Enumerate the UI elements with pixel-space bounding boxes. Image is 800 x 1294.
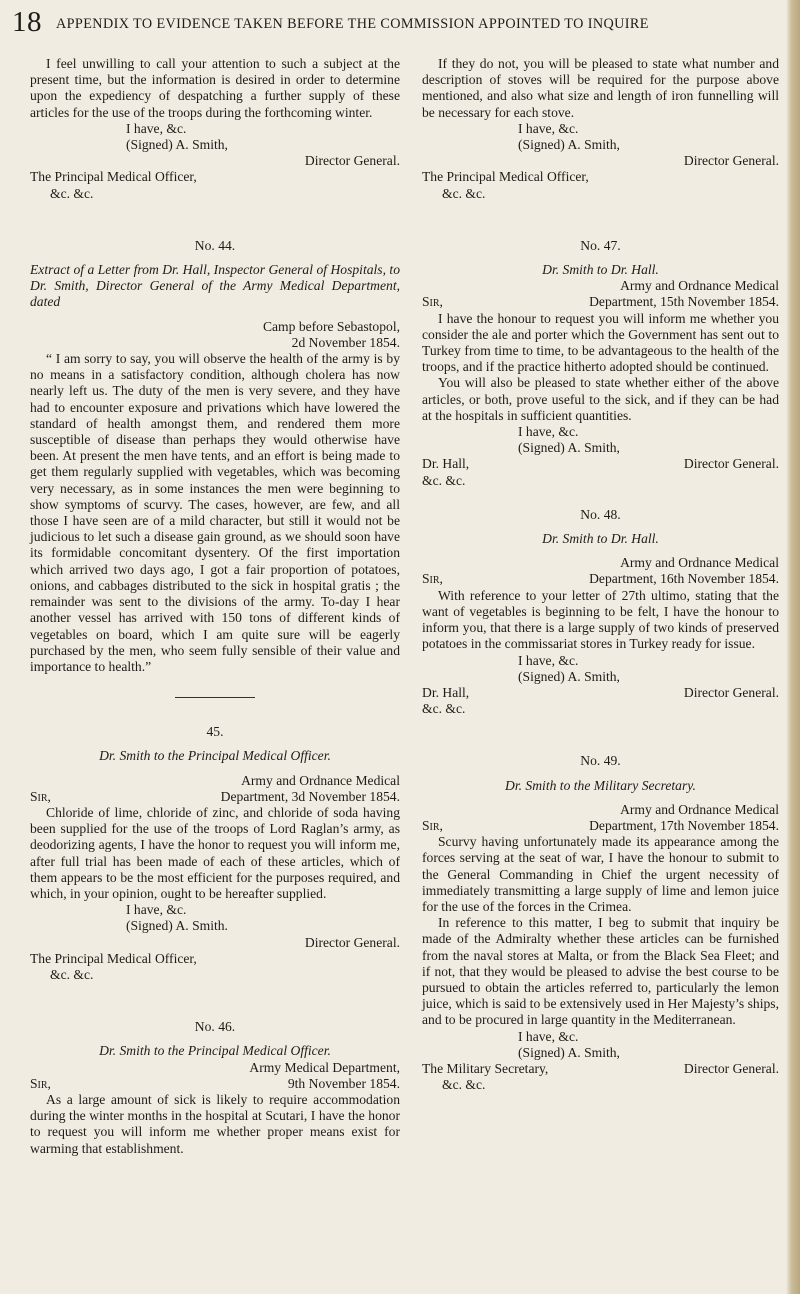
letter-heading: Dr. Smith to Dr. Hall. xyxy=(542,531,659,547)
signature-title: Director General. xyxy=(683,684,779,700)
letter-date: 9th November 1854. xyxy=(287,1075,400,1091)
running-title: APPENDIX TO EVIDENCE TAKEN BEFORE THE COMMISSION APPOINTED TO INQUIRE xyxy=(56,16,649,32)
signature-title: Director General. xyxy=(304,934,400,950)
letter-heading: Dr. Smith to the Principal Medical Officer. xyxy=(99,748,331,764)
right-column xyxy=(422,56,779,1093)
signature: (Signed) A. Smith. xyxy=(126,918,228,934)
addressee-row xyxy=(422,456,779,472)
letter-body: “ I am sorry to say, you will observe the health of the army is by no means in a satisfactory condition, although cholera has now nearly left us. The duty of the men is very severe, and they have had to encounter exposure and privations which have lowered the standard of health amongst them, and rendered them more susceptible of disease than perhaps they would otherwise have been. At present the men have tents, and an effort is being made to get them regularly supplied with vegetables, which was becoming very necessary, as in some instances the men were beginning to show symptoms of scurvy. The cases, however, are few, and all those I have seen are of a mild character, but still it would not be judicious to let such a disease gain ground, as we should soon have its formidable concomitant dysentery. Of the first importation which arrived two days ago, I got a fair proportion of potatoes, onions, and cabbages distributed to the sick in hospital gratis ; the remainder was sent to the divisions of the army. To-day I hear another vessel has arrived with 150 tons of different kinds of vegetables on board, which I am quite sure will be eagerly purchased by the men, who seem fully sensible of their value and importance to health.” xyxy=(30,351,400,674)
letter-heading: Extract of a Letter from Dr. Hall, Inspector General of Hospitals, to Dr. Smith, Director General of the Army Medical Department, dated xyxy=(30,262,400,310)
letter-body: You will also be pleased to state whether either of the above articles, or both, prove useful to the sick, and if they can be had at the hospitals in sufficient quantities. xyxy=(422,375,779,423)
closing: I have, &c. xyxy=(518,120,579,136)
signature: (Signed) A. Smith, xyxy=(518,1044,620,1060)
letter-body: Chloride of lime, chloride of zinc, and chloride of soda having been supplied for the use of the troops of Lord Raglan’s army, as deodorizing agents, I have the honor to request you will inform me, after full trial has been made of each of these articles, which of them appears to be the most efficient for the purposes required, and which, in your opinion, ought to be hereafter supplied. xyxy=(30,804,400,901)
letter-number: No. 44. xyxy=(194,237,236,253)
closing: I have, &c. xyxy=(126,902,187,918)
etc-line: &c. &c. xyxy=(50,185,94,201)
addressee-row xyxy=(422,1061,779,1077)
salutation: Sir, xyxy=(422,294,443,310)
department-date: Department, 17th November 1854. xyxy=(589,817,779,833)
letter-heading: Dr. Smith to the Military Secretary. xyxy=(505,777,696,793)
addressee: The Principal Medical Officer, xyxy=(30,169,197,185)
closing: I have, &c. xyxy=(518,652,579,668)
signature-title: Director General. xyxy=(683,1060,779,1076)
etc-line: &c. &c. xyxy=(442,1077,486,1093)
department-line: Army and Ordnance Medical xyxy=(620,801,779,817)
signature-title: Director General. xyxy=(683,456,779,472)
department-date: Department, 16th November 1854. xyxy=(589,571,779,587)
closing: I have, &c. xyxy=(518,424,579,440)
salutation-row xyxy=(30,789,400,805)
addressee: The Principal Medical Officer, xyxy=(422,169,589,185)
etc-line: &c. &c. xyxy=(422,472,466,488)
letter-body: With reference to your letter of 27th ultimo, stating that the want of vegetables is beginning to be felt, I have the honour to inform you, that there is a large supply of two kinds of preserved potatoes in the commissariat stores in Turkey ready for issue. xyxy=(422,587,779,652)
page-header xyxy=(12,6,787,40)
letter-date: 2d November 1854. xyxy=(291,334,400,350)
salutation-row xyxy=(422,818,779,834)
addressee: Dr. Hall, xyxy=(422,684,470,700)
section-divider xyxy=(175,697,255,698)
addressee: The Military Secretary, xyxy=(422,1060,549,1076)
department-date: Department, 15th November 1854. xyxy=(589,294,779,310)
etc-line: &c. &c. xyxy=(442,185,486,201)
closing: I have, &c. xyxy=(126,120,187,136)
salutation: Sir, xyxy=(30,1075,51,1091)
department-line: Army and Ordnance Medical xyxy=(241,772,400,788)
letter-number: No. 46. xyxy=(194,1019,236,1035)
addressee: The Principal Medical Officer, xyxy=(30,950,197,966)
department-line: Army and Ordnance Medical xyxy=(620,555,779,571)
letter-heading: Dr. Smith to Dr. Hall. xyxy=(542,262,659,278)
department-line: Army and Ordnance Medical xyxy=(620,278,779,294)
department-date: Department, 3d November 1854. xyxy=(220,788,400,804)
salutation: Sir, xyxy=(422,817,443,833)
salutation-row xyxy=(30,1076,400,1092)
signature: (Signed) A. Smith, xyxy=(518,440,620,456)
salutation-row xyxy=(422,294,779,310)
closing: I have, &c. xyxy=(518,1028,579,1044)
salutation-row xyxy=(422,571,779,587)
letter-number: No. 48. xyxy=(580,506,621,522)
continuation-body: If they do not, you will be pleased to state what number and description of stoves will be required for the purpose above mentioned, and also what size and length of iron funnelling will be necessary for each stove. xyxy=(422,56,779,120)
letter-number: No. 47. xyxy=(580,237,621,253)
letter-body: Scurvy having unfortunately made its appearance among the forces serving at the seat of war, I have the honour to submit to the General Commanding in Chief the urgent necessity of immediately transmitting a large supply of lime and lemon juice for the use of the forces in the Crimea. xyxy=(422,834,779,914)
letter-place: Camp before Sebastopol, xyxy=(262,318,400,334)
letter-number: No. 49. xyxy=(580,753,621,769)
letter-body: I have the honour to request you will inform me whether you consider the ale and porter which the Government has sent out to Turkey from time to time, to be advantageous to the health of the troops, and if the practice hitherto adopted should be continued. xyxy=(422,310,779,375)
addressee: Dr. Hall, xyxy=(422,456,470,472)
signature: (Signed) A. Smith, xyxy=(518,137,620,153)
letter-number: 45. xyxy=(206,724,224,740)
salutation: Sir, xyxy=(30,788,51,804)
salutation: Sir, xyxy=(422,571,443,587)
page-number: 18 xyxy=(12,6,42,38)
department-line: Army Medical Department, xyxy=(249,1059,400,1075)
signature-title: Director General. xyxy=(304,153,400,169)
addressee-row xyxy=(422,685,779,701)
signature-title: Director General. xyxy=(683,153,779,169)
etc-line: &c. &c. xyxy=(422,701,466,717)
page-edge-shadow xyxy=(786,0,800,1294)
letter-body: As a large amount of sick is likely to require accommodation during the winter months in the hospital at Scutari, I have the honor to request you will inform me whether proper means exist for warming that establishment. xyxy=(30,1091,400,1156)
letter-body: In reference to this matter, I beg to submit that inquiry be made of the Admiralty whether these articles can be furnished from the naval stores at Malta, or from the Black Sea Fleet; and if not, that they would be pleased to advise the best course to be pursued to obtain the articles referred to, particularly the lemon juice, which is said to be extensively used in Her Majesty’s ships, and to be procured in large quantity in the Mediterranean. xyxy=(422,915,779,1028)
signature: (Signed) A. Smith, xyxy=(518,668,620,684)
signature: (Signed) A. Smith, xyxy=(126,137,228,153)
intro-body: I feel unwilling to call your attention to such a subject at the present time, but the information is desired in order to determine upon the expediency of despatching a further supply of these articles for the use of the troops during the forthcoming winter. xyxy=(30,56,400,120)
etc-line: &c. &c. xyxy=(50,966,94,982)
left-column xyxy=(30,56,400,1157)
letter-heading: Dr. Smith to the Principal Medical Officer. xyxy=(99,1043,331,1059)
